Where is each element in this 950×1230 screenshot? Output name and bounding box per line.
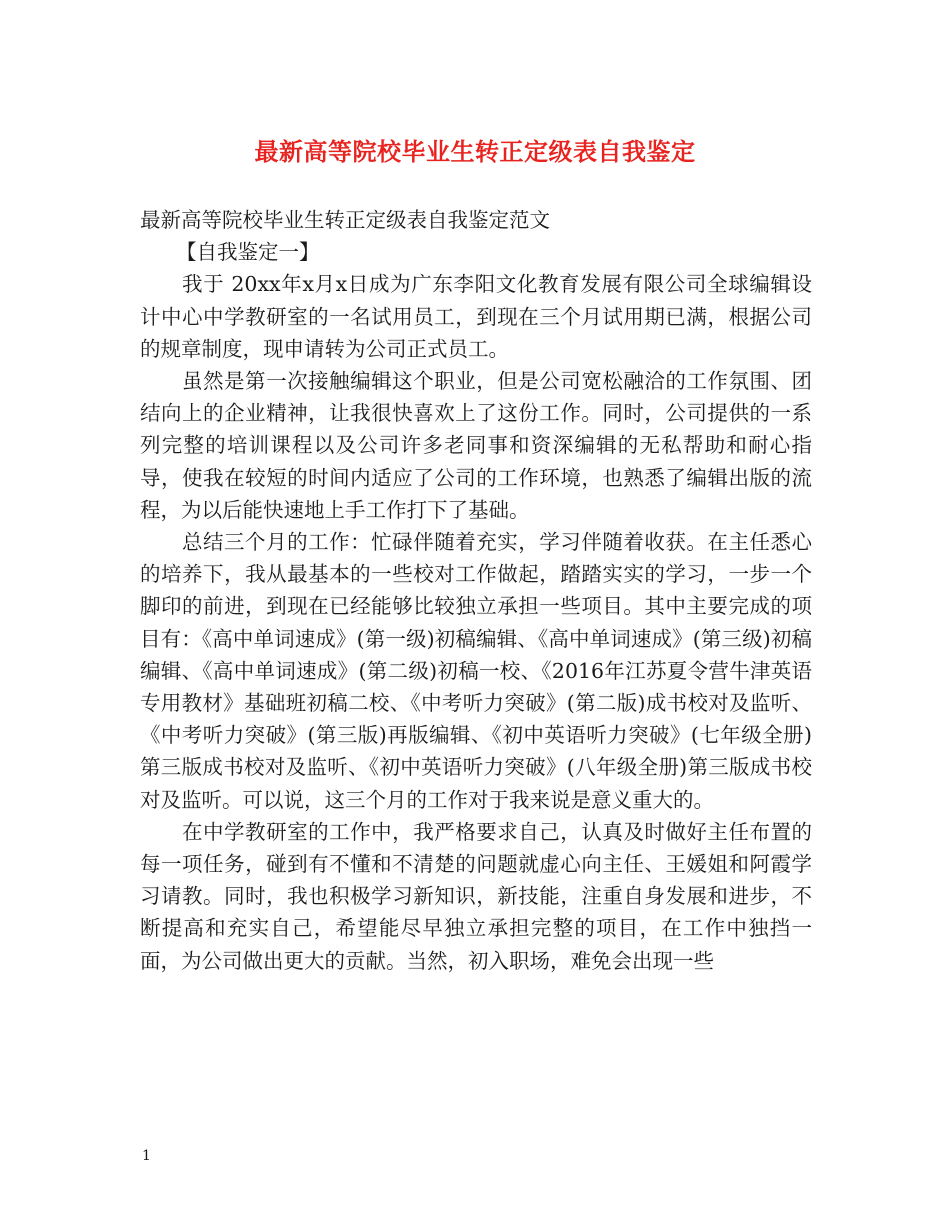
paragraph-1: 我于 20xx年x月x日成为广东李阳文化教育发展有限公司全球编辑设计中心中学教研室的一名试用员工，到现在三个月试用期已满，根据公司的规章制度，现申请转为公司正式员工。 [140,272,812,361]
document-title: 最新高等院校毕业生转正定级表自我鉴定 [254,137,696,166]
document-subtitle: 最新高等院校毕业生转正定级表自我鉴定范文 [140,208,550,232]
paragraph-3: 总结三个月的工作：忙碌伴随着充实，学习伴随着收获。在主任悉心的培养下，我从最基本的一些校对工作做起，踏踏实实的学习，一步一个脚印的前进，到现在已经能够比较独立承担一些项目。其中主要完成的项目有：《高中单词速成》(第一级)初稿编辑、《高中单词速成》(第三级)初稿编辑、《高中单词速成》(第二级)初稿一校、《2016年江苏夏令营牛津英语专用教材》基础班初稿二校、《中考听力突破》(第二版)成书校对及监听、《中考听力突破》(第三版)再版编辑、《初中英语听力突破》(七年级全册)第三版成书校对及监听、《初中英语听力突破》(八年级全册)第三版成书校对及监听。可以说，这三个月的工作对于我来说是意义重大的。 [140,530,812,812]
section-heading: 【自我鉴定一】 [176,240,320,265]
paragraph-4: 在中学教研室的工作中，我严格要求自己，认真及时做好主任布置的每一项任务，碰到有不懂和不清楚的问题就虚心向主任、王媛姐和阿霞学习请教。同时，我也积极学习新知识，新技能，注重自身发展和进步，不断提高和充实自己，希望能尽早独立承担完整的项目，在工作中独挡一面，为公司做出更大的贡献。当然，初入职场，难免会出现一些 [140,819,812,973]
paragraph-2: 虽然是第一次接触编辑这个职业，但是公司宽松融洽的工作氛围、团结向上的企业精神，让我很快喜欢上了这份工作。同时，公司提供的一系列完整的培训课程以及公司许多老同事和资深编辑的无私帮助和耐心指导，使我在较短的时间内适应了公司的工作环境，也熟悉了编辑出版的流程，为以后能快速地上手工作打下了基础。 [140,369,812,522]
page-number: 1 [142,1148,151,1164]
document-body [140,204,812,977]
